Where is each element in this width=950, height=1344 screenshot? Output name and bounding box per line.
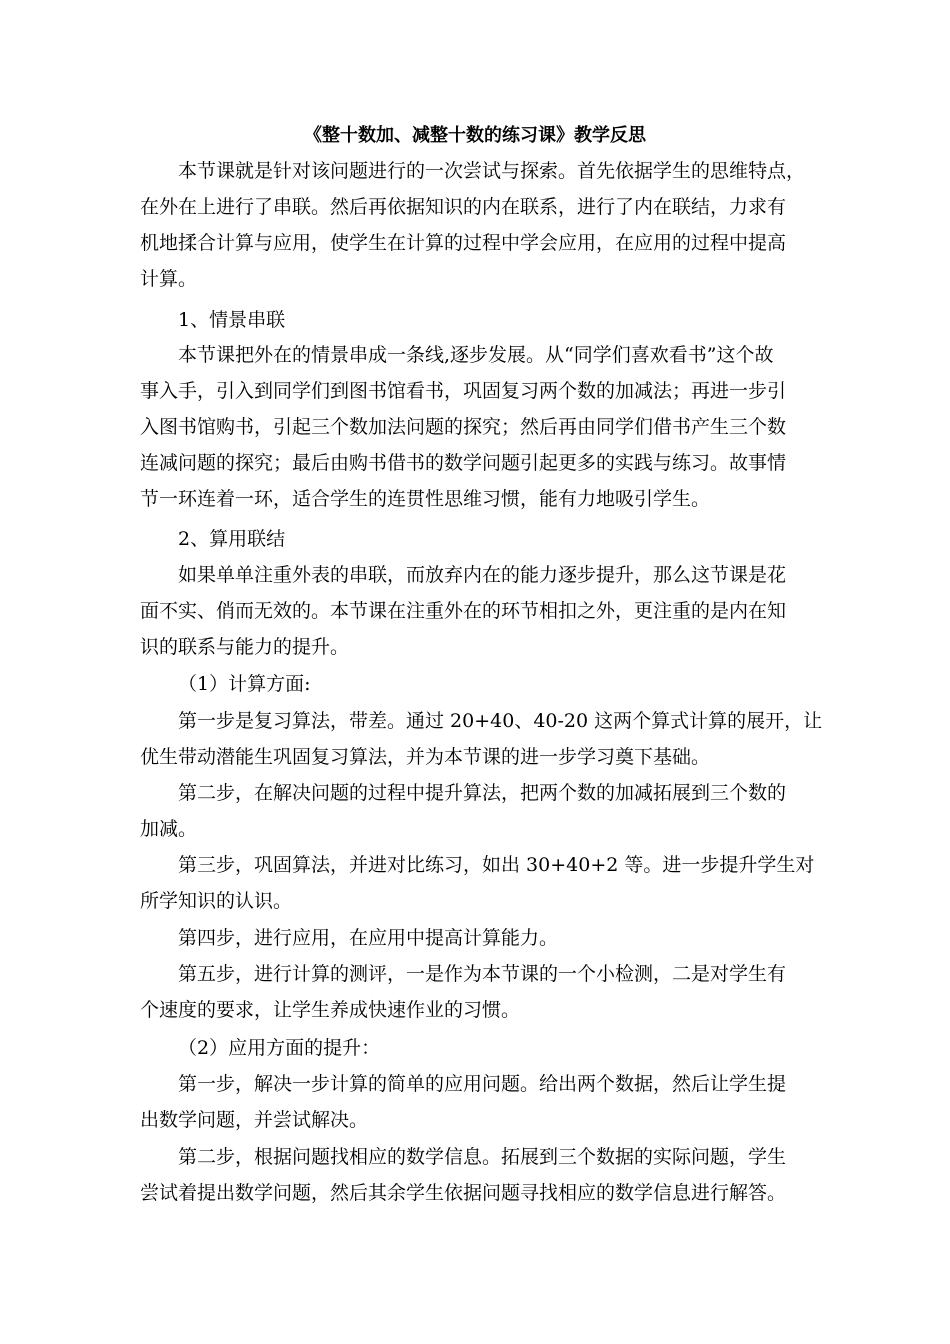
paragraph-line: 所学知识的认识。 xyxy=(140,890,293,912)
paragraph-line: 第二步，根据问题找相应的数学信息。拓展到三个数据的实际问题，学生 xyxy=(178,1146,787,1168)
paragraph xyxy=(140,1139,810,1211)
sub-heading-text: （2）应用方面的提升： xyxy=(178,1037,381,1059)
sub-heading xyxy=(140,666,810,702)
paragraph xyxy=(140,847,815,919)
paragraph-line: 连减问题的探究；最后由购书借书的数学问题引起更多的实践与练习。故事情 xyxy=(140,452,787,474)
paragraph-line: 加减。 xyxy=(140,818,198,840)
section-heading-text: 2、算用联结 xyxy=(178,528,286,550)
paragraph-line: 事入手，引入到同学们到图书馆看书，巩固复习两个数的加减法；再进一步引 xyxy=(140,380,787,402)
paragraph-line: 尝试着提出数学问题，然后其余学生依据问题寻找相应的数学信息进行解答。 xyxy=(140,1182,787,1204)
paragraph-line: 在外在上进行了串联。然后再依据知识的内在联系，进行了内在联结，力求有 xyxy=(140,196,787,218)
paragraph-line: 个速度的要求，让学生养成快速作业的习惯。 xyxy=(140,999,521,1021)
paragraph xyxy=(140,337,810,517)
paragraph-line: 第三步，巩固算法，并进对比练习，如出 30+40+2 等。进一步提升学生对 xyxy=(178,854,815,876)
paragraph-line: 识的联系与能力的提升。 xyxy=(140,636,350,658)
document-title: 《整十数加、减整十数的练习课》教学反思 xyxy=(304,125,646,146)
paragraph xyxy=(140,703,823,775)
paragraph-line: 第一步，解决一步计算的简单的应用问题。给出两个数据，然后让学生提 xyxy=(178,1073,787,1095)
paragraph-line: 节一环连着一环，适合学生的连贯性思维习惯，能有力地吸引学生。 xyxy=(140,488,711,510)
paragraph-line: 面不实、俏而无效的。本节课在注重外在的环节相扣之外，更注重的是内在知 xyxy=(140,600,787,622)
paragraph-line: 第一步是复习算法，带差。通过 20+40、40-20 这两个算式计算的展开，让 xyxy=(178,710,823,732)
paragraph-line: 如果单单注重外表的串联，而放弃内在的能力逐步提升，那么这节课是花 xyxy=(178,564,787,586)
paragraph-line: 第五步，进行计算的测评，一是作为本节课的一个小检测，二是对学生有 xyxy=(178,963,787,985)
paragraph xyxy=(140,557,810,665)
paragraph-line: 优生带动潜能生巩固复习算法，并为本节课的进一步学习奠下基础。 xyxy=(140,746,711,768)
paragraph-line: 入图书馆购书，引起三个数加法问题的探究；然后再由同学们借书产生三个数 xyxy=(140,416,787,438)
paragraph xyxy=(140,153,810,297)
paragraph-line: 本节课把外在的情景串成一条线,逐步发展。从“同学们喜欢看书”这个故 xyxy=(178,344,774,366)
paragraph-line: 计算。 xyxy=(140,268,198,290)
paragraph-line: 第二步，在解决问题的过程中提升算法，把两个数的加减拓展到三个数的 xyxy=(178,782,787,804)
section-heading-text: 1、情景串联 xyxy=(178,309,286,331)
paragraph-line: 出数学问题，并尝试解决。 xyxy=(140,1109,369,1131)
section-heading xyxy=(140,521,810,557)
paragraph-line: 机地揉合计算与应用，使学生在计算的过程中学会应用，在应用的过程中提高 xyxy=(140,232,787,254)
paragraph xyxy=(140,775,810,847)
sub-heading xyxy=(140,1030,810,1066)
paragraph-line: 第四步，进行应用，在应用中提高计算能力。 xyxy=(178,927,559,949)
paragraph xyxy=(140,1066,810,1138)
paragraph xyxy=(140,956,810,1028)
paragraph-line: 本节课就是针对该问题进行的一次尝试与探索。首先依据学生的思维特点， xyxy=(178,160,806,182)
paragraph xyxy=(140,920,810,956)
sub-heading-text: （1）计算方面: xyxy=(178,673,311,695)
section-heading xyxy=(140,302,810,338)
